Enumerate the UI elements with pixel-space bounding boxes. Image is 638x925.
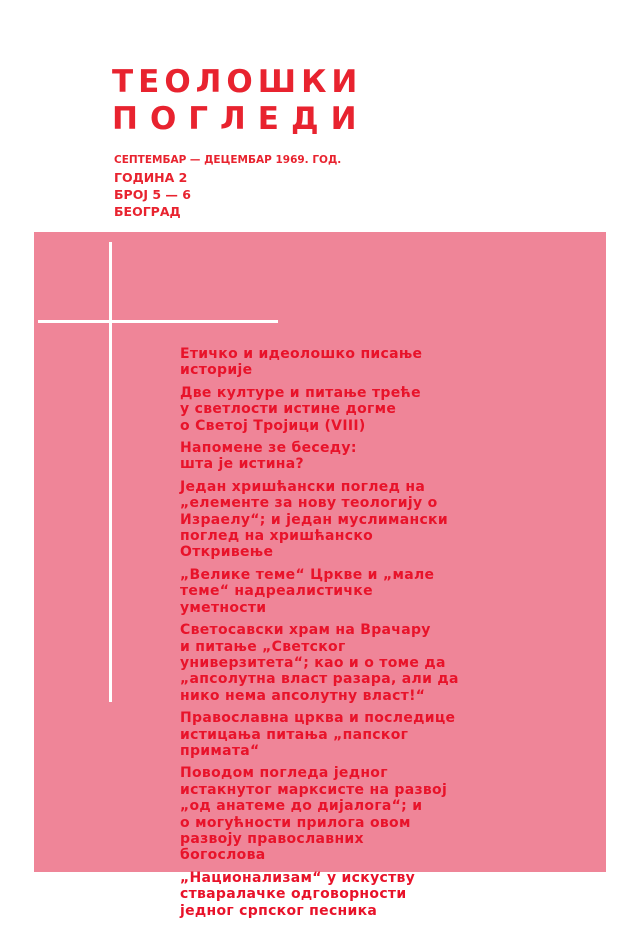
toc-entry: Етичко и идеолошко писање историје (180, 346, 423, 379)
toc-entry: Напомене зе беседу: шта је истина? (180, 440, 357, 473)
toc-entry: Православна црква и последице истицања питања „папског примата“ (180, 710, 456, 759)
issue-info (114, 152, 341, 220)
cross-horizontal-bar (38, 320, 278, 323)
toc-entry: Један хришћански поглед на „елементе за нову теологију о Израелу“; и један муслимански поглед на хришћанско Откривење (180, 478, 448, 561)
cross-vertical-bar (109, 242, 112, 702)
issue-number: БРОЈ 5 — 6 (114, 187, 191, 202)
toc-entry: „Национализам“ у искуству стваралачке одговорности једног српског песника (180, 869, 416, 919)
issue-city: БЕОГРАД (114, 204, 181, 219)
issue-year: ГОДИНА 2 (114, 170, 188, 185)
table-of-contents (180, 346, 600, 925)
cover-panel (34, 232, 606, 919)
toc-entry: „Велике теме“ Цркве и „мале теме“ надреалистичке уметности (180, 566, 435, 616)
toc-entry: Светосавски храм на Врачару и питање „Светског универзитета“; као и о томе да „апсолутна власт разара, али да нико нема апсолутну власт!“ (180, 622, 459, 704)
title-line-1: ТЕОЛОШКИ (112, 64, 363, 100)
issue-period: СЕПТЕМБАР — ДЕЦЕМБАР 1969. ГОД. (114, 154, 342, 166)
toc-entry: Поводом погледа једног истакнутог марксисте на развој „од анатеме до дијалога“; и о могућности прилога овом развоју православних богослова (180, 765, 448, 864)
journal-title (112, 64, 369, 138)
toc-entry: Две културе и питање треће у светлости истине догме о Светој Тројици (VIII) (180, 384, 421, 434)
title-line-2: ПОГЛЕДИ (112, 101, 369, 137)
